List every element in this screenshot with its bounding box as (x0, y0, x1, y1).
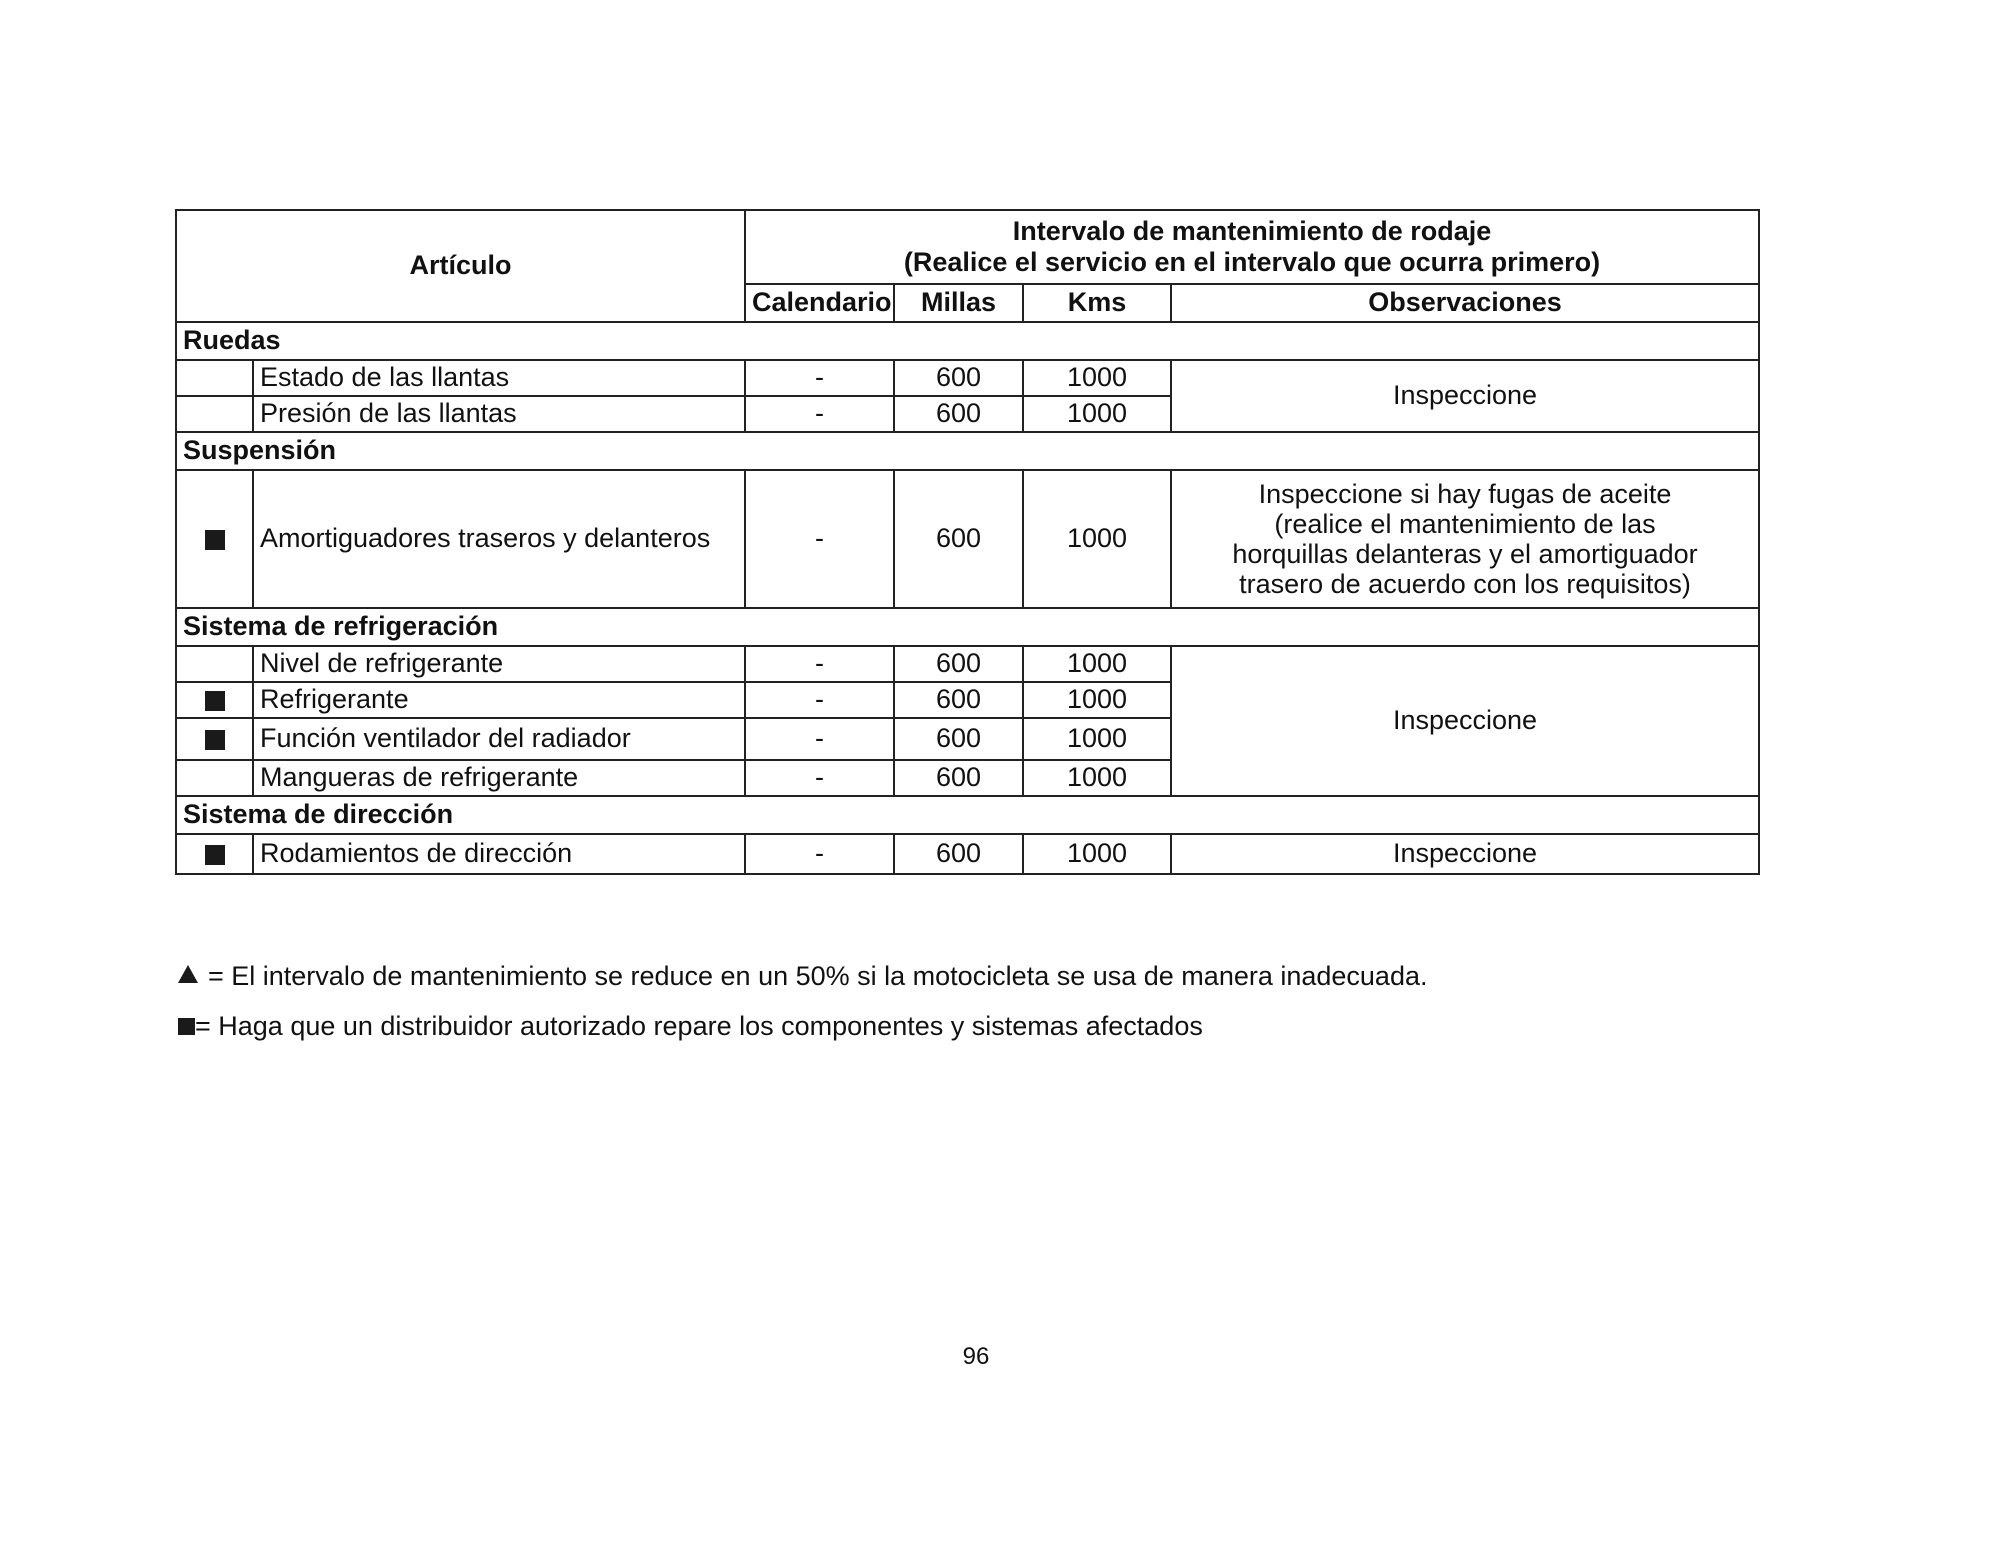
row-miles: 600 (894, 360, 1023, 396)
row-kms: 1000 (1023, 646, 1171, 682)
note-square (178, 1010, 1427, 1042)
section-title: Ruedas (176, 322, 1759, 360)
row-mark (176, 470, 253, 608)
row-mark (176, 396, 253, 432)
header-calendar: Calendario (745, 284, 894, 322)
row-item: Nivel de refrigerante (253, 646, 745, 682)
table-row (176, 360, 1759, 396)
row-kms: 1000 (1023, 834, 1171, 874)
header-interval-subtitle: (Realice el servicio en el intervalo que ocurra primero) (903, 247, 1601, 277)
section-title: Sistema de refrigeración (176, 608, 1759, 646)
row-mark (176, 682, 253, 718)
header-interval-title: Intervalo de mantenimiento de rodaje (1012, 215, 1492, 246)
row-item: Estado de las llantas (253, 360, 745, 396)
row-mark (176, 834, 253, 874)
row-miles: 600 (894, 718, 1023, 760)
row-mark (176, 646, 253, 682)
row-kms: 1000 (1023, 396, 1171, 432)
row-item: Función ventilador del radiador (253, 718, 745, 760)
row-calendar: - (745, 470, 894, 608)
page-number: 96 (962, 1343, 990, 1370)
maintenance-table (175, 209, 1760, 875)
row-calendar: - (745, 682, 894, 718)
row-calendar: - (745, 360, 894, 396)
header-observations: Observaciones (1171, 284, 1759, 322)
row-miles: 600 (894, 396, 1023, 432)
row-item: Rodamientos de dirección (253, 834, 745, 874)
row-calendar: - (745, 834, 894, 874)
row-mark (176, 718, 253, 760)
note-triangle (178, 960, 1427, 992)
table-row (176, 834, 1759, 874)
row-observation: Inspeccione (1171, 646, 1759, 796)
observation-line: horquillas delanteras y el amortiguador (1232, 539, 1698, 569)
observation-line: trasero de acuerdo con los requisitos) (1239, 569, 1691, 600)
row-kms: 1000 (1023, 682, 1171, 718)
row-observation: Inspeccione (1171, 834, 1759, 874)
table-row (176, 646, 1759, 682)
row-item: Refrigerante (253, 682, 745, 718)
square-marker-icon (205, 845, 225, 865)
row-miles: 600 (894, 646, 1023, 682)
legend-notes (178, 960, 1427, 1061)
row-miles: 600 (894, 760, 1023, 796)
header-article: Artículo (176, 210, 745, 322)
row-miles: 600 (894, 470, 1023, 608)
table-row (176, 470, 1759, 608)
row-calendar: - (745, 718, 894, 760)
row-item: Presión de las llantas (253, 396, 745, 432)
header-interval (745, 210, 1759, 284)
observation-line: (realice el mantenimiento de las (1274, 508, 1656, 539)
row-kms: 1000 (1023, 718, 1171, 760)
header-kms: Kms (1023, 284, 1171, 322)
row-miles: 600 (894, 682, 1023, 718)
row-observation (1171, 470, 1759, 608)
row-kms: 1000 (1023, 760, 1171, 796)
row-mark (176, 760, 253, 796)
row-observation: Inspeccione (1171, 360, 1759, 432)
row-miles: 600 (894, 834, 1023, 874)
row-kms: 1000 (1023, 360, 1171, 396)
square-marker-icon (205, 730, 225, 750)
square-icon (178, 1018, 195, 1035)
section-title: Sistema de dirección (176, 796, 1759, 834)
row-calendar: - (745, 646, 894, 682)
square-marker-icon (205, 530, 225, 550)
note-triangle-text: = El intervalo de mantenimiento se reduce en un 50% si la motocicleta se usa de manera inadecuada. (208, 961, 1428, 991)
row-kms: 1000 (1023, 470, 1171, 608)
header-miles: Millas (894, 284, 1023, 322)
row-item: Amortiguadores traseros y delanteros (253, 470, 745, 608)
row-calendar: - (745, 396, 894, 432)
square-marker-icon (205, 691, 225, 711)
row-mark (176, 360, 253, 396)
observation-line: Inspeccione si hay fugas de aceite (1258, 478, 1672, 509)
note-square-text: = Haga que un distribuidor autorizado repare los componentes y sistemas afectados (195, 1011, 1203, 1042)
triangle-icon (178, 965, 198, 983)
row-calendar: - (745, 760, 894, 796)
section-title: Suspensión (176, 432, 1759, 470)
row-item: Mangueras de refrigerante (253, 760, 745, 796)
